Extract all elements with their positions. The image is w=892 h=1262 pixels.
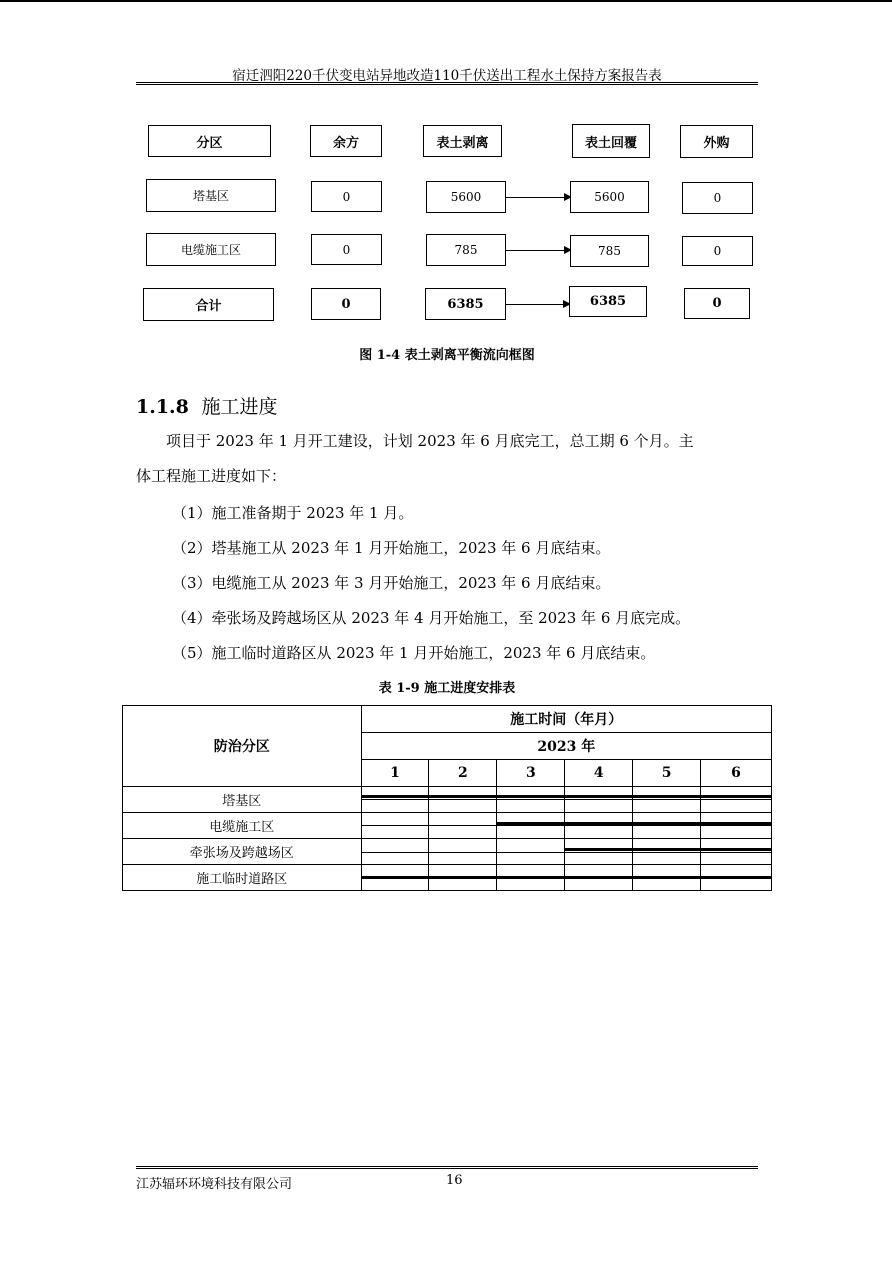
section-number: 1.1.8 — [136, 396, 189, 418]
schedule-item: （4）牵张场及跨越场区从 2023 年 4 月开始施工，至 2023 年 6 月底完成。 — [172, 609, 691, 627]
zone-cell: 牵张场及跨越场区 — [123, 839, 362, 865]
flow-surplus-box: 0 — [311, 234, 382, 265]
flow-zone-box: 合计 — [143, 288, 274, 321]
flow-stripped-box: 6385 — [425, 288, 506, 320]
flow-zone-box: 塔基区 — [146, 179, 276, 212]
intro-paragraph-cont — [136, 459, 758, 493]
month-header: 5 — [633, 760, 701, 787]
flow-arrow — [506, 250, 570, 251]
zone-column-header: 防治分区 — [123, 706, 362, 787]
schedule-item: （5）施工临时道路区从 2023 年 1 月开始施工，2023 年 6 月底结束。 — [172, 644, 656, 662]
figure-caption: 图 1-4 表土剥离平衡流向框图 — [359, 348, 535, 363]
row-split-line — [361, 852, 772, 853]
top-border — [0, 0, 892, 2]
schedule-item: （3）电缆施工从 2023 年 3 月开始施工，2023 年 6 月底结束。 — [172, 574, 611, 592]
flow-header-surplus: 余方 — [310, 125, 382, 157]
intro-line: 项目于 2023 年 1 月开工建设，计划 2023 年 6 月底完工，总工期 6 个月。主 — [166, 432, 694, 450]
footer-company: 江苏辐环环境科技有限公司 — [136, 1177, 293, 1192]
flow-surplus-box: 0 — [311, 288, 381, 320]
zone-cell: 施工临时道路区 — [123, 865, 362, 891]
flow-purchased-box: 0 — [682, 236, 753, 266]
gantt-bar — [565, 848, 771, 851]
flow-stripped-box: 785 — [426, 234, 506, 266]
gantt-bar — [361, 795, 771, 798]
flow-header-stripped: 表土剥离 — [423, 125, 502, 157]
gantt-bar — [361, 876, 771, 879]
month-header: 1 — [361, 760, 429, 787]
flow-restored-box: 785 — [570, 235, 649, 267]
intro-line: 体工程施工进度如下： — [136, 467, 287, 485]
gantt-bar — [497, 822, 771, 825]
intro-paragraph — [136, 424, 758, 458]
schedule-table — [122, 705, 772, 891]
flow-header-restored: 表土回覆 — [572, 124, 650, 158]
page-number: 16 — [446, 1173, 463, 1188]
page-header-title: 宿迁泗阳220千伏变电站异地改造110千伏送出工程水土保持方案报告表 — [232, 68, 662, 84]
footer-rule — [136, 1166, 758, 1169]
flow-surplus-box: 0 — [311, 181, 382, 212]
row-split-line — [361, 825, 772, 826]
flow-header-zone: 分区 — [148, 125, 271, 157]
zone-cell: 塔基区 — [123, 787, 362, 813]
flow-stripped-box: 5600 — [426, 181, 506, 213]
flow-restored-box: 5600 — [570, 181, 649, 213]
section-title: 施工进度 — [201, 396, 278, 418]
zone-cell: 电缆施工区 — [123, 813, 362, 839]
month-header: 2 — [429, 760, 497, 787]
year-header: 2023 年 — [361, 733, 771, 760]
flow-header-purchased: 外购 — [680, 125, 753, 158]
section-heading — [136, 392, 278, 419]
flow-restored-box: 6385 — [569, 286, 647, 317]
flow-purchased-box: 0 — [684, 288, 750, 319]
table-caption: 表 1-9 施工进度安排表 — [378, 681, 516, 696]
schedule-item: （1）施工准备期于 2023 年 1 月。 — [172, 504, 414, 522]
month-header: 6 — [701, 760, 772, 787]
flow-arrow — [506, 197, 570, 198]
time-header: 施工时间（年月） — [361, 706, 771, 733]
month-header: 4 — [565, 760, 633, 787]
flow-purchased-box: 0 — [682, 182, 753, 214]
row-split-line — [361, 799, 772, 800]
schedule-item: （2）塔基施工从 2023 年 1 月开始施工，2023 年 6 月底结束。 — [172, 539, 611, 557]
flow-arrow — [506, 304, 569, 305]
flow-zone-box: 电缆施工区 — [146, 233, 276, 266]
header-rule — [136, 82, 758, 85]
month-header: 3 — [497, 760, 565, 787]
